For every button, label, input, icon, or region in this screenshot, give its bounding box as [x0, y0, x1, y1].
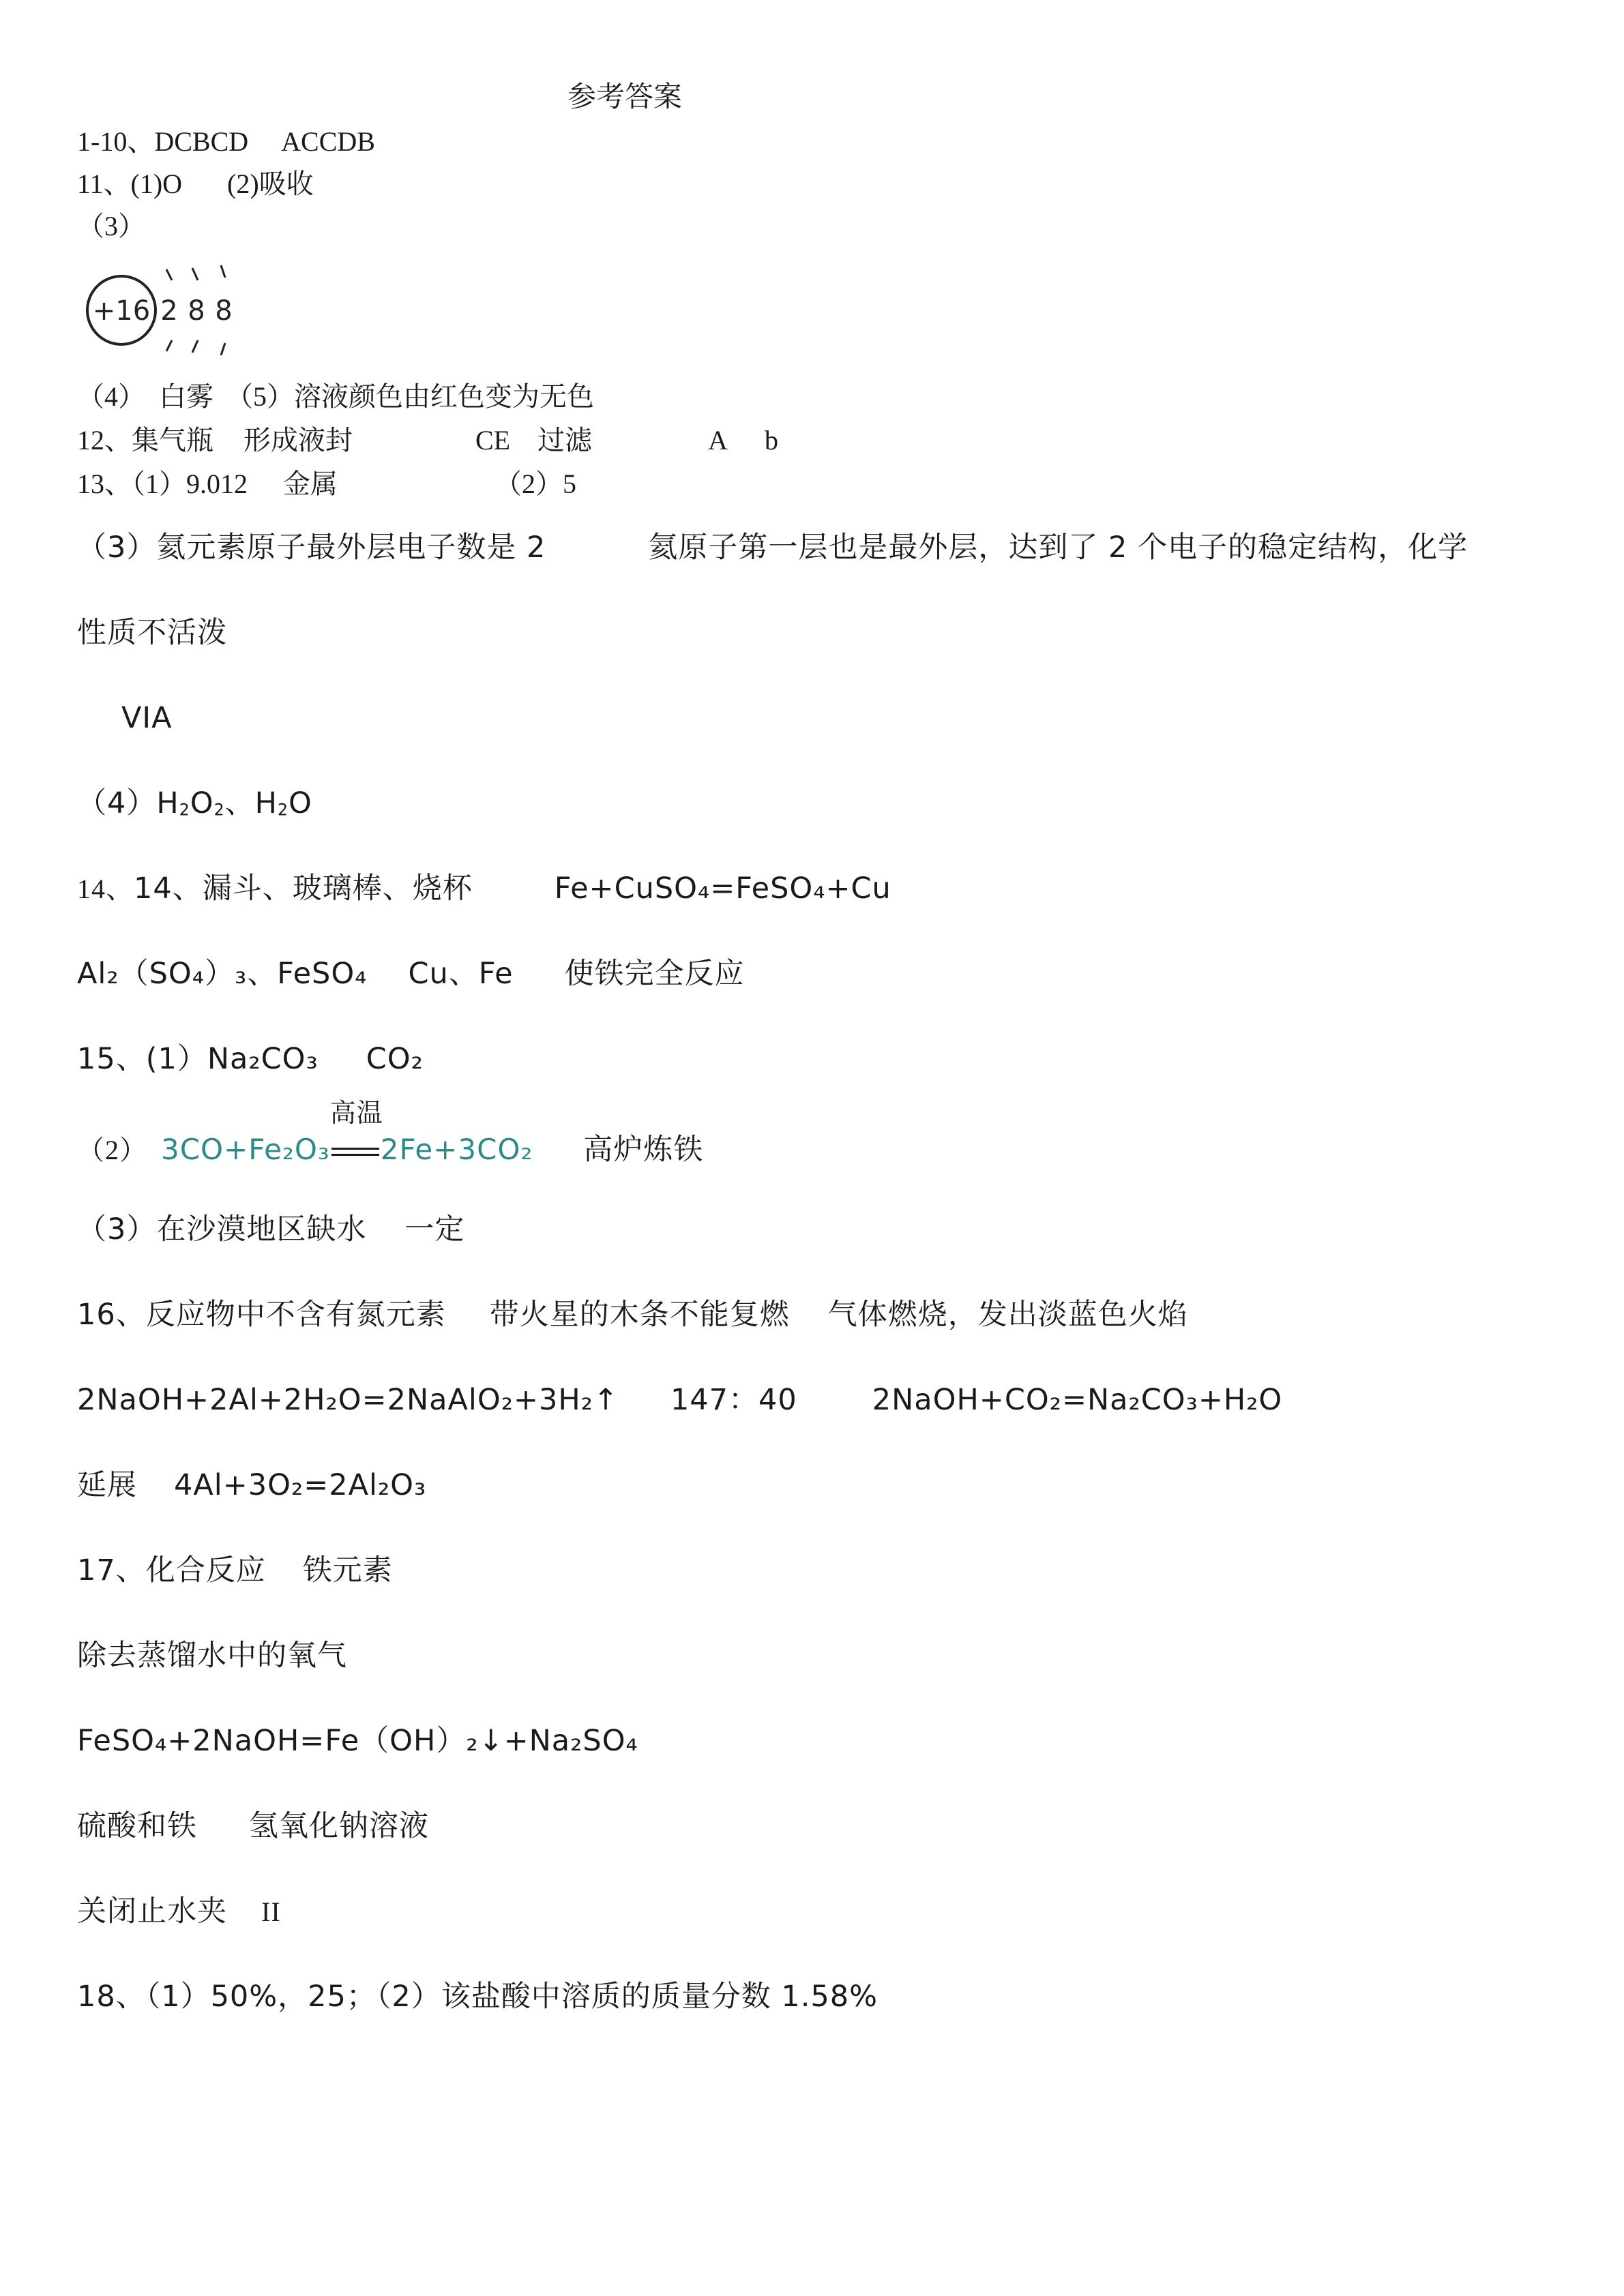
answer-17-line3: FeSO₄+2NaOH=Fe（OH）₂↓+Na₂SO₄ [77, 1724, 638, 1758]
sulfur-atom-structure-diagram [80, 263, 265, 358]
answer-17-line1: 17、化合反应 铁元素 [77, 1553, 393, 1587]
answer-14-line1: 14、14、漏斗、玻璃棒、烧杯 Fe+CuSO₄=FeSO₄+Cu [77, 871, 891, 906]
answer-12: 12、集气瓶 形成液封 CE 过滤 A b [77, 425, 779, 456]
answer-1-10: 1-10、DCBCD ACCDB [77, 126, 375, 157]
answer-18: 18、（1）50%，25；（2）该盐酸中溶质的质量分数 1.58% [77, 1980, 878, 2014]
answer-11-line2: （3） [77, 211, 145, 241]
shell-1-electrons: 2 [160, 295, 178, 327]
answer-13-line4: $(4)H_2O_2$、$H_2O$ [77, 786, 312, 820]
answer-14-line2: Al₂（SO₄）₃、FeSO₄ Cu、Fe 使铁完全反应 [77, 957, 745, 991]
answer-16-line1: 16、反应物中不含有氮元素 带火星的木条不能复燃 气体燃烧，发出淡蓝色火焰 [77, 1298, 1188, 1332]
nucleus-charge: +16 [92, 295, 151, 327]
answer-16-line3: 延展 4Al+3O₂=2Al₂O₃ [77, 1468, 427, 1502]
answer-13-line2: （3）氦元素原子最外层电子数是 2 氦原子第一层也是最外层，达到了 2 个电子的稳定结构，化学 [77, 531, 1468, 565]
page-title: 参考答案 [567, 82, 683, 113]
answer-15-line2: （2） 3CO+Fe₂O₃ 高温 2Fe+3CO₂ 高炉炼铁 [77, 1098, 704, 1167]
answer-13-line3: 性质不活泼 [77, 616, 227, 650]
shell-2-electrons: 8 [188, 295, 205, 327]
answer-13-group: VIA [121, 701, 173, 735]
answer-13-line1: 13、（1）9.012 金属 （2）5 [77, 468, 576, 499]
answer-15-line1: 15、(1）Na₂CO₃ CO₂ [77, 1042, 424, 1076]
answer-11-line1: 11、(1)O (2)吸收 [77, 168, 314, 199]
answer-17-line4: 硫酸和铁 氢氧化钠溶液 [77, 1809, 429, 1843]
answer-11-line3: （4） 白雾 （5）溶液颜色由红色变为无色 [77, 381, 594, 412]
answer-16-line2: 2NaOH+2Al+2H₂O=2NaAlO₂+3H₂↑ 147：40 2NaOH+CO₂=Na₂CO₃+H₂O [77, 1383, 1283, 1417]
answer-15-line3: （3）在沙漠地区缺水 一定 [77, 1212, 465, 1247]
answer-17-line5: 关闭止水夹 II [77, 1894, 281, 1928]
answer-17-line2: 除去蒸馏水中的氧气 [77, 1639, 347, 1673]
shell-3-electrons: 8 [215, 295, 233, 327]
blast-furnace-equation: 3CO+Fe₂O₃ 高温 2Fe+3CO₂ [161, 1098, 533, 1166]
